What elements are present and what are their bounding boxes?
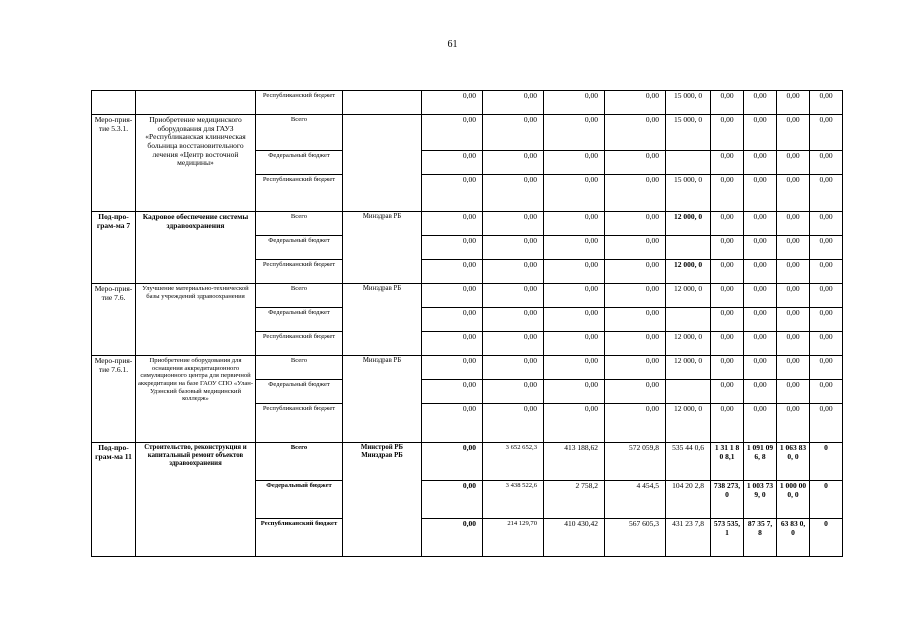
source: Федеральный бюджет [256, 481, 343, 519]
table-row [92, 115, 843, 151]
value-cell: 0,00 [605, 91, 666, 115]
value-cell: 0,00 [810, 404, 843, 443]
value-cell: 0,00 [777, 332, 810, 356]
value-cell: 0,00 [483, 332, 544, 356]
value-cell: 567 605,3 [605, 519, 666, 557]
value-cell: 0,00 [544, 332, 605, 356]
value-cell: 0,00 [544, 260, 605, 284]
value-cell: 0,00 [483, 151, 544, 175]
value-cell: 0,00 [711, 236, 744, 260]
value-cell: 0,00 [544, 212, 605, 236]
executor [343, 91, 422, 115]
value-cell: 0,00 [711, 380, 744, 404]
value-cell: 0,00 [605, 151, 666, 175]
table-row [92, 91, 843, 115]
event-code: Меро-прия-тие 5.3.1. [92, 115, 136, 212]
value-cell: 12 000, 0 [666, 332, 711, 356]
source: Республиканский бюджет [256, 260, 343, 284]
value-cell: 0,00 [744, 175, 777, 212]
value-cell: 0,00 [777, 236, 810, 260]
source: Всего [256, 284, 343, 308]
value-cell: 0,00 [544, 308, 605, 332]
value-cell: 0,00 [483, 212, 544, 236]
value-cell: 0,00 [744, 332, 777, 356]
value-cell: 0,00 [605, 308, 666, 332]
value-cell: 0,00 [777, 404, 810, 443]
value-cell: 0 [810, 519, 843, 557]
source: Федеральный бюджет [256, 236, 343, 260]
value-cell: 87 35 7,8 [744, 519, 777, 557]
value-cell: 0,00 [711, 212, 744, 236]
source: Республиканский бюджет [256, 91, 343, 115]
event-code: Меро-прия-тие 7.6.1. [92, 356, 136, 443]
value-cell: 0,00 [605, 236, 666, 260]
event-code: Меро-прия-тие 7.6. [92, 284, 136, 356]
source: Федеральный бюджет [256, 308, 343, 332]
source: Республиканский бюджет [256, 175, 343, 212]
source: Республиканский бюджет [256, 404, 343, 443]
value-cell: 0,00 [777, 212, 810, 236]
value-cell: 0,00 [711, 308, 744, 332]
value-cell: 0,00 [605, 284, 666, 308]
value-cell: 0,00 [483, 404, 544, 443]
event-code [92, 91, 136, 115]
value-cell: 0,00 [544, 91, 605, 115]
event-name [136, 91, 256, 115]
value-cell: 0,00 [744, 151, 777, 175]
value-cell: 3 438 522,6 [483, 481, 544, 519]
value-cell: 0,00 [422, 212, 483, 236]
value-cell: 0,00 [422, 308, 483, 332]
value-cell: 0,00 [483, 91, 544, 115]
value-cell: 0,00 [810, 332, 843, 356]
value-cell: 12 000, 0 [666, 404, 711, 443]
value-cell: 0,00 [544, 175, 605, 212]
value-cell: 0,00 [483, 356, 544, 380]
table-row [92, 284, 843, 308]
value-cell: 0,00 [544, 236, 605, 260]
value-cell: 0,00 [711, 332, 744, 356]
value-cell: 0,00 [711, 115, 744, 151]
value-cell: 0,00 [605, 404, 666, 443]
source: Федеральный бюджет [256, 380, 343, 404]
event-name: Улучшение материально-технической базы учреждений здравоохранения [136, 284, 256, 356]
value-cell: 0,00 [744, 91, 777, 115]
value-cell: 0,00 [777, 260, 810, 284]
value-cell: 0 [810, 443, 843, 481]
subprogram-code: Под-про-грам-ма 7 [92, 212, 136, 284]
value-cell: 0,00 [744, 308, 777, 332]
value-cell: 0,00 [810, 151, 843, 175]
value-cell: 0,00 [810, 308, 843, 332]
value-cell: 0,00 [605, 380, 666, 404]
value-cell: 0,00 [422, 151, 483, 175]
value-cell [666, 308, 711, 332]
value-cell: 0,00 [711, 175, 744, 212]
executor [343, 115, 422, 212]
value-cell: 12 000, 0 [666, 284, 711, 308]
value-cell: 0,00 [422, 236, 483, 260]
page-number: 61 [447, 39, 458, 50]
value-cell: 0,00 [711, 151, 744, 175]
table-row [92, 443, 843, 481]
value-cell: 431 23 7,8 [666, 519, 711, 557]
value-cell: 1 063 830, 0 [777, 443, 810, 481]
value-cell [666, 236, 711, 260]
value-cell: 0,00 [777, 91, 810, 115]
value-cell: 0,00 [544, 380, 605, 404]
value-cell: 738 273, 0 [711, 481, 744, 519]
source: Республиканский бюджет [256, 519, 343, 557]
value-cell: 0,00 [810, 115, 843, 151]
value-cell: 0,00 [422, 284, 483, 308]
executor: Минстрой РБ Минздрав РБ [343, 443, 422, 557]
source: Всего [256, 356, 343, 380]
value-cell: 15 000, 0 [666, 115, 711, 151]
value-cell: 0,00 [777, 356, 810, 380]
value-cell: 0,00 [605, 332, 666, 356]
value-cell: 0,00 [810, 260, 843, 284]
source: Всего [256, 115, 343, 151]
value-cell [666, 151, 711, 175]
value-cell: 15 000, 0 [666, 91, 711, 115]
value-cell: 0,00 [711, 356, 744, 380]
value-cell: 0,00 [605, 175, 666, 212]
value-cell: 1 091 096, 8 [744, 443, 777, 481]
value-cell: 0,00 [810, 236, 843, 260]
value-cell: 0,00 [483, 236, 544, 260]
executor: Минздрав РБ [343, 212, 422, 284]
value-cell: 0,00 [777, 115, 810, 151]
value-cell: 410 430,42 [544, 519, 605, 557]
value-cell: 0,00 [483, 284, 544, 308]
value-cell: 0,00 [483, 115, 544, 151]
value-cell: 0,00 [544, 151, 605, 175]
value-cell: 2 758,2 [544, 481, 605, 519]
source: Республиканский бюджет [256, 332, 343, 356]
source: Всего [256, 443, 343, 481]
value-cell: 0,00 [605, 115, 666, 151]
subprogram-name: Строительство, реконструкция и капитальный ремонт объектов здравоохранения [136, 443, 256, 557]
value-cell: 1 000 000, 0 [777, 481, 810, 519]
value-cell: 0,00 [810, 175, 843, 212]
value-cell: 0,00 [777, 151, 810, 175]
value-cell: 0,00 [777, 175, 810, 212]
value-cell: 0,00 [605, 260, 666, 284]
value-cell: 0,00 [744, 212, 777, 236]
value-cell: 4 454,5 [605, 481, 666, 519]
value-cell: 0,00 [544, 404, 605, 443]
value-cell: 0,00 [605, 212, 666, 236]
value-cell: 3 652 652,3 [483, 443, 544, 481]
value-cell: 0,00 [422, 91, 483, 115]
event-name: Приобретение оборудования для оснащения аккредитационного симуляционного центра для первичной аккредитации на базе ГАОУ СПО «Улан-Удэнский базовый медицинский колледж» [136, 356, 256, 443]
value-cell [666, 380, 711, 404]
value-cell: 0,00 [544, 284, 605, 308]
value-cell: 0,00 [810, 380, 843, 404]
value-cell: 0,00 [711, 91, 744, 115]
value-cell: 0,00 [544, 356, 605, 380]
value-cell: 0,00 [422, 481, 483, 519]
value-cell: 214 129,70 [483, 519, 544, 557]
subprogram-code: Под-про-грам-ма 11 [92, 443, 136, 557]
value-cell: 0,00 [483, 175, 544, 212]
value-cell: 1 003 739, 0 [744, 481, 777, 519]
value-cell: 0,00 [744, 356, 777, 380]
value-cell: 0,00 [777, 284, 810, 308]
value-cell: 0,00 [810, 284, 843, 308]
value-cell: 0,00 [777, 308, 810, 332]
value-cell: 0,00 [711, 284, 744, 308]
value-cell: 0,00 [422, 380, 483, 404]
value-cell: 0,00 [422, 175, 483, 212]
value-cell: 0,00 [744, 236, 777, 260]
value-cell: 1 31 1 80 8,1 [711, 443, 744, 481]
table-row [92, 212, 843, 236]
value-cell: 0,00 [744, 380, 777, 404]
value-cell: 0,00 [483, 308, 544, 332]
value-cell: 0,00 [422, 404, 483, 443]
value-cell: 0,00 [422, 332, 483, 356]
value-cell: 12 000, 0 [666, 260, 711, 284]
executor: Минздрав РБ [343, 356, 422, 443]
value-cell: 12 000, 0 [666, 356, 711, 380]
value-cell: 0,00 [483, 380, 544, 404]
value-cell: 572 059,8 [605, 443, 666, 481]
event-name: Приобретение медицинского оборудования для ГАУЗ «Республиканская клиническая больница восстановительного лечения «Центр восточной медицины» [136, 115, 256, 212]
value-cell: 0,00 [777, 380, 810, 404]
value-cell: 0,00 [483, 260, 544, 284]
value-cell: 0,00 [422, 356, 483, 380]
source: Федеральный бюджет [256, 151, 343, 175]
value-cell: 0,00 [810, 212, 843, 236]
value-cell: 0,00 [711, 260, 744, 284]
value-cell: 573 535, 1 [711, 519, 744, 557]
value-cell: 0,00 [744, 260, 777, 284]
value-cell: 0,00 [744, 284, 777, 308]
value-cell: 0,00 [422, 443, 483, 481]
value-cell: 63 83 0,0 [777, 519, 810, 557]
value-cell: 0,00 [422, 260, 483, 284]
value-cell: 0,00 [544, 115, 605, 151]
value-cell: 0,00 [422, 519, 483, 557]
source: Всего [256, 212, 343, 236]
value-cell: 0,00 [744, 404, 777, 443]
value-cell: 0,00 [605, 356, 666, 380]
value-cell: 0,00 [744, 115, 777, 151]
value-cell: 0,00 [810, 356, 843, 380]
value-cell: 104 20 2,8 [666, 481, 711, 519]
value-cell: 0,00 [711, 404, 744, 443]
value-cell: 0,00 [422, 115, 483, 151]
budget-table [91, 90, 843, 557]
value-cell: 0 [810, 481, 843, 519]
executor: Минздрав РБ [343, 284, 422, 356]
subprogram-name: Кадровое обеспечение системы здравоохранения [136, 212, 256, 284]
value-cell: 12 000, 0 [666, 212, 711, 236]
value-cell: 0,00 [810, 91, 843, 115]
value-cell: 15 000, 0 [666, 175, 711, 212]
value-cell: 535 44 0,6 [666, 443, 711, 481]
value-cell: 413 188,62 [544, 443, 605, 481]
table-row [92, 356, 843, 380]
